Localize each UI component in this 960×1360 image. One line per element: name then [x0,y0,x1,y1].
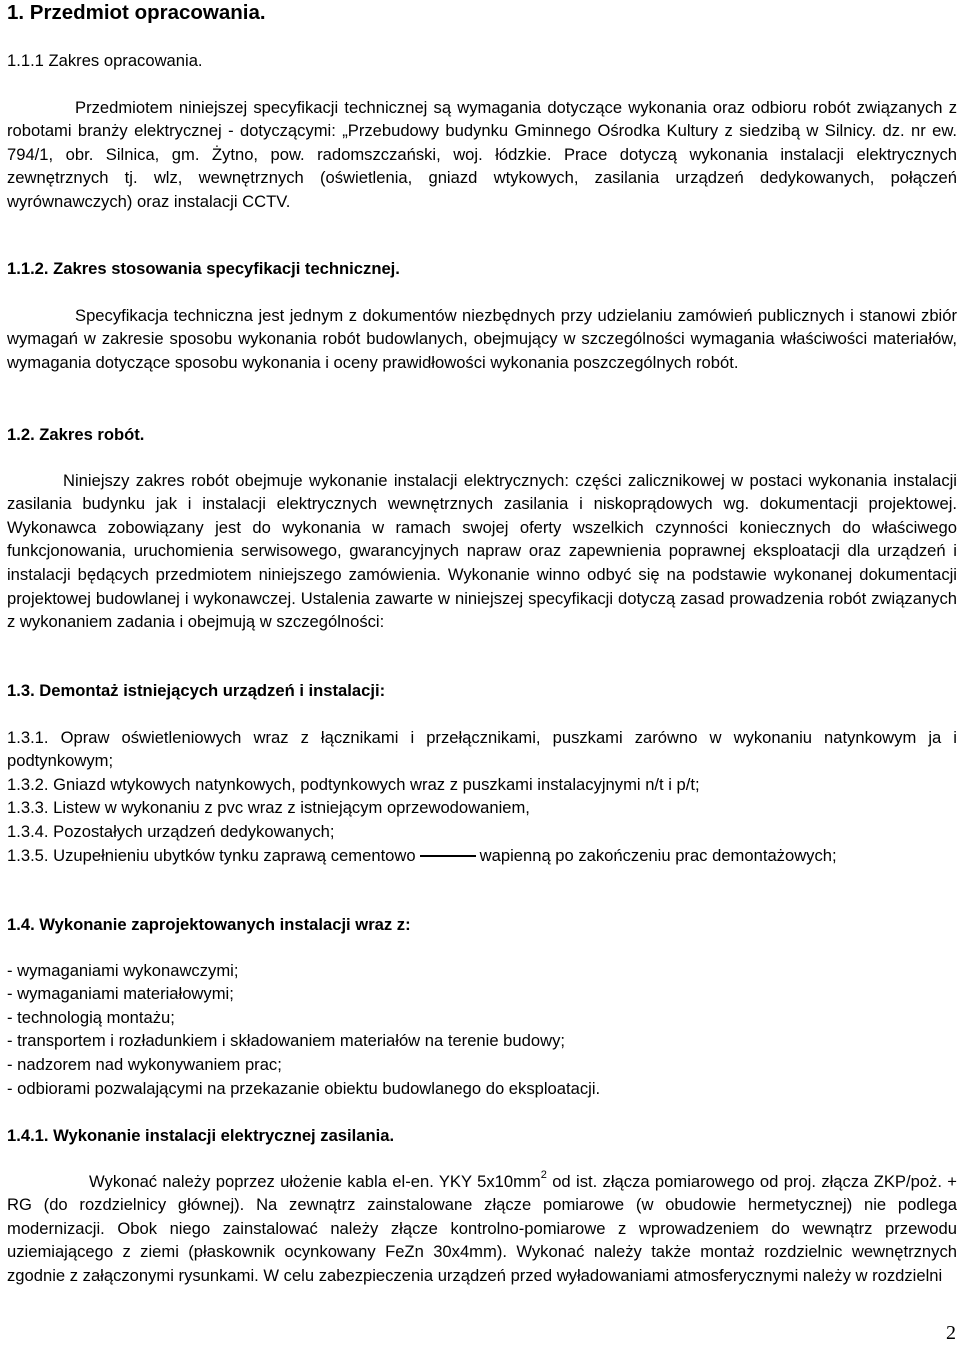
section-heading: 1.2. Zakres robót. [7,425,145,444]
list-item: 1.3.4. Pozostałych urządzeń dedykowanych; [7,821,335,841]
list-item: 1.3.1. Opraw oświetleniowych wraz z łącznikami i przełącznikami, puszkami zarówno w wykonaniu natynkowym ja i podtynkowym; [7,727,957,771]
section-heading: 1.1.2. Zakres stosowania specyfikacji technicznej. [7,259,400,278]
section-paragraph: Przedmiotem niniejszej specyfikacji technicznej są wymagania dotyczące wykonania oraz odbioru robót związanych z robotami branży elektrycznej - dotyczącymi: „Przebudowy budynku Gminnego Ośrodka Kultury z siedzibą w Silnicy. dz. nr ew. 794/1, obr. Silnica, gm. Żytno, pow. radomszczański, woj. łódzkie. Prace dotyczą wykonania instalacji elektrycznych zewnętrznych tj. wlz, wewnętrznych (oświetlenia, gniazd wtykowych, zasilania urządzeń dedykowanych, połączeń wyrównawczych) oraz instalacji CCTV. [7,97,957,211]
section-1-1-1 [7,49,957,214]
list-item: - transportem i rozładunkiem i składowaniem materiałów na terenie budowy; [7,1031,565,1051]
list-item: - odbiorami pozwalającymi na przekazanie obiektu budowlanego do eksploatacji. [7,1078,601,1098]
section-heading: 1.4.1. Wykonanie instalacji elektrycznej zasilania. [7,1126,395,1145]
list-item: - technologią montażu; [7,1007,175,1027]
list-item [7,844,957,868]
section-heading: 1.3. Demontaż istniejących urządzeń i instalacji: [7,681,386,700]
section-paragraph [7,1170,957,1288]
superscript: 2 [540,1169,547,1182]
section-1-1-2 [7,257,957,374]
list-item: 1.3.3. Listew w wykonaniu z pvc wraz z istniejącym oprzewodowaniem, [7,798,530,818]
list-item: - wymaganiami materiałowymi; [7,984,234,1004]
section-paragraph: Specyfikacja techniczna jest jednym z dokumentów niezbędnych przy udzielaniu zamówień publicznych i stanowi zbiór wymagań w zakresie sposobu wykonania robót budowlanych, obejmujący w szczególności wymagania właściwości materiałów, wymagania dotyczące sposobu wykonania i oceny prawidłowości wykonania poszczególnych robót. [7,305,957,372]
paragraph-text-start: Wykonać należy poprzez ułożenie kabla el-en. YKY 5x10mm [89,1171,541,1191]
list-item: - wymaganiami wykonawczymi; [7,960,239,980]
section-1-4 [7,913,957,1100]
list-item-text-b: wapienną po zakończeniu prac demontażowych; [479,845,837,865]
section-1-4-1 [7,1124,957,1288]
section-1-2 [7,423,957,634]
section-heading: 1.1.1 Zakres opracowania. [7,51,203,70]
requirements-list [7,959,957,1101]
chapter-heading: 1. Przedmiot opracowania. [7,1,266,24]
section-paragraph: Niniejszy zakres robót obejmuje wykonanie instalacji elektrycznych: części zalicznikowej w postaci wykonania instalacji zasilania budynku jak i instalacji elektrycznych wewnętrznych zasilania i niskoprądowych wg. dokumentacji projektowej. Wykonawca zobowiązany jest do wykonania w ramach swojej oferty wszelkich czynności koniecznych do właściwego funkcjonowania, uruchomienia serwisowego, gwarancyjnych napraw oraz zapewnienia poprawnej eksploatacji dla urządzeń i instalacji będących przedmiotem niniejszego zamówienia. Wykonanie winno odbyć się na podstawie wykonanej dokumentacji projektowej budowlanej i wykonawczej. Ustalenia zawarte w niniejszej specyfikacji dotyczą zasad prowadzenia robót związanych z wykonaniem zadania i obejmują w szczególności: [7,470,957,632]
list-item-text-a: 1.3.5. Uzupełnieniu ubytków tynku zaprawą cementowo [7,845,416,865]
list-item: 1.3.2. Gniazd wtykowych natynkowych, podtynkowych wraz z puszkami instalacyjnymi n/t i p/t; [7,774,700,794]
page-number: 2 [946,1322,956,1344]
section-1-3 [7,679,957,867]
list-item: - nadzorem nad wykonywaniem prac; [7,1054,282,1074]
dash [420,855,476,857]
paragraph-text-rest: od ist. złącza pomiarowego od proj. złącza ZKP/poż. + RG (do rozdzielnicy głównej). Na zewnątrz zainstalowane złącze pomiarowe (w obudowie hermetycznej) nie podlega modernizacji. Obok niego zainstalować należy złącze kontrolno-pomiarowe z wprowadzeniem do wewnątrz przewodu uziemiającego z ziemi (płaskownik ocynkowany FeZn 30x4mm). Wykonać należy także montaż rozdzielnic wewnętrznych zgodnie z załączonymi rysunkami. W celu zabezpieczenia urządzeń przed wyładowaniami atmosferycznymi należy w rozdzielni [7,1171,957,1285]
section-heading: 1.4. Wykonanie zaprojektowanych instalacji wraz z: [7,915,411,934]
